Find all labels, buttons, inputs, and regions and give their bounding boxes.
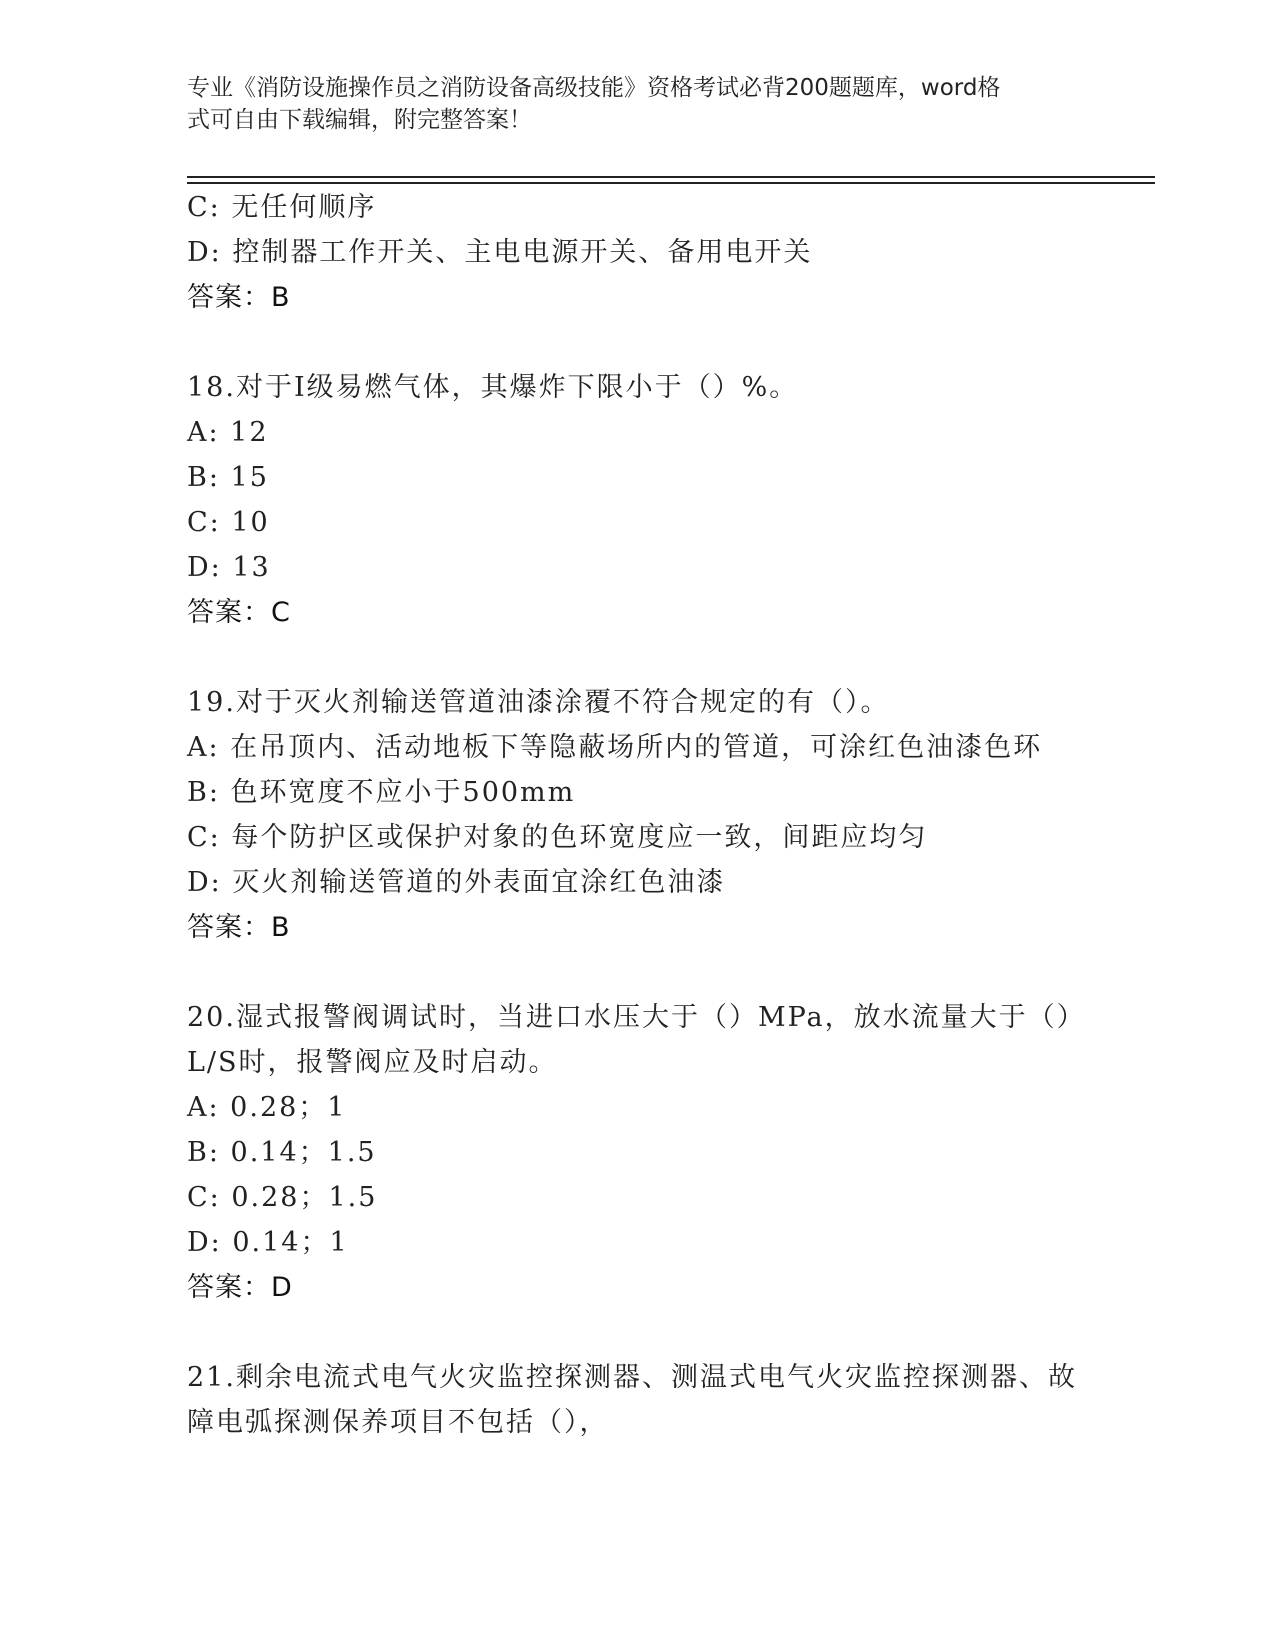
q20-option-a: A: 0.28；1: [187, 1092, 347, 1123]
q20-answer: 答案：D: [187, 1272, 293, 1303]
q18-option-d: D: 13: [187, 552, 271, 583]
q18-option-a: A: 12: [187, 417, 269, 448]
q21-stem-line-1: 21.剩余电流式电气火灾监控探测器、测温式电气火灾监控探测器、故: [187, 1362, 1077, 1393]
header-divider-top: [187, 176, 1155, 178]
q20-option-d: D: 0.14；1: [187, 1227, 349, 1258]
prev-option-d: D: 控制器工作开关、主电电源开关、备用电开关: [187, 237, 813, 268]
header-divider-bottom: [187, 182, 1155, 184]
q18-stem: 18.对于Ⅰ级易燃气体，其爆炸下限小于（）%。: [187, 372, 799, 403]
header-title-line-1: 专业《消防设施操作员之消防设备高级技能》资格考试必背200题题库，word格: [187, 75, 1001, 101]
q20-stem-line-2: L/S时，报警阀应及时启动。: [187, 1047, 558, 1078]
q18-option-b: B: 15: [187, 462, 269, 493]
q20-option-c: C: 0.28；1.5: [187, 1182, 378, 1213]
q19-option-a: A: 在吊顶内、活动地板下等隐蔽场所内的管道，可涂红色油漆色环: [187, 732, 1043, 763]
q20-option-b: B: 0.14；1.5: [187, 1137, 377, 1168]
header-title-line-2: 式可自由下载编辑，附完整答案！: [187, 107, 532, 133]
document-header: [187, 72, 1077, 136]
prev-answer: 答案：B: [187, 282, 291, 313]
q18-answer: 答案：C: [187, 597, 291, 628]
q19-answer: 答案：B: [187, 912, 291, 943]
prev-option-c: C: 无任何顺序: [187, 192, 377, 223]
q19-stem: 19.对于灭火剂输送管道油漆涂覆不符合规定的有（）。: [187, 687, 890, 718]
q19-option-d: D: 灭火剂输送管道的外表面宜涂红色油漆: [187, 867, 726, 898]
q19-option-c: C: 每个防护区或保护对象的色环宽度应一致，间距应均匀: [187, 822, 928, 853]
q21-stem-line-2: 障电弧探测保养项目不包括（），: [187, 1407, 609, 1438]
q18-option-c: C: 10: [187, 507, 270, 538]
q20-stem-line-1: 20.湿式报警阀调试时，当进口水压大于（）MPa，放水流量大于（）: [187, 1002, 1086, 1033]
q19-option-b: B: 色环宽度不应小于500mm: [187, 777, 576, 808]
